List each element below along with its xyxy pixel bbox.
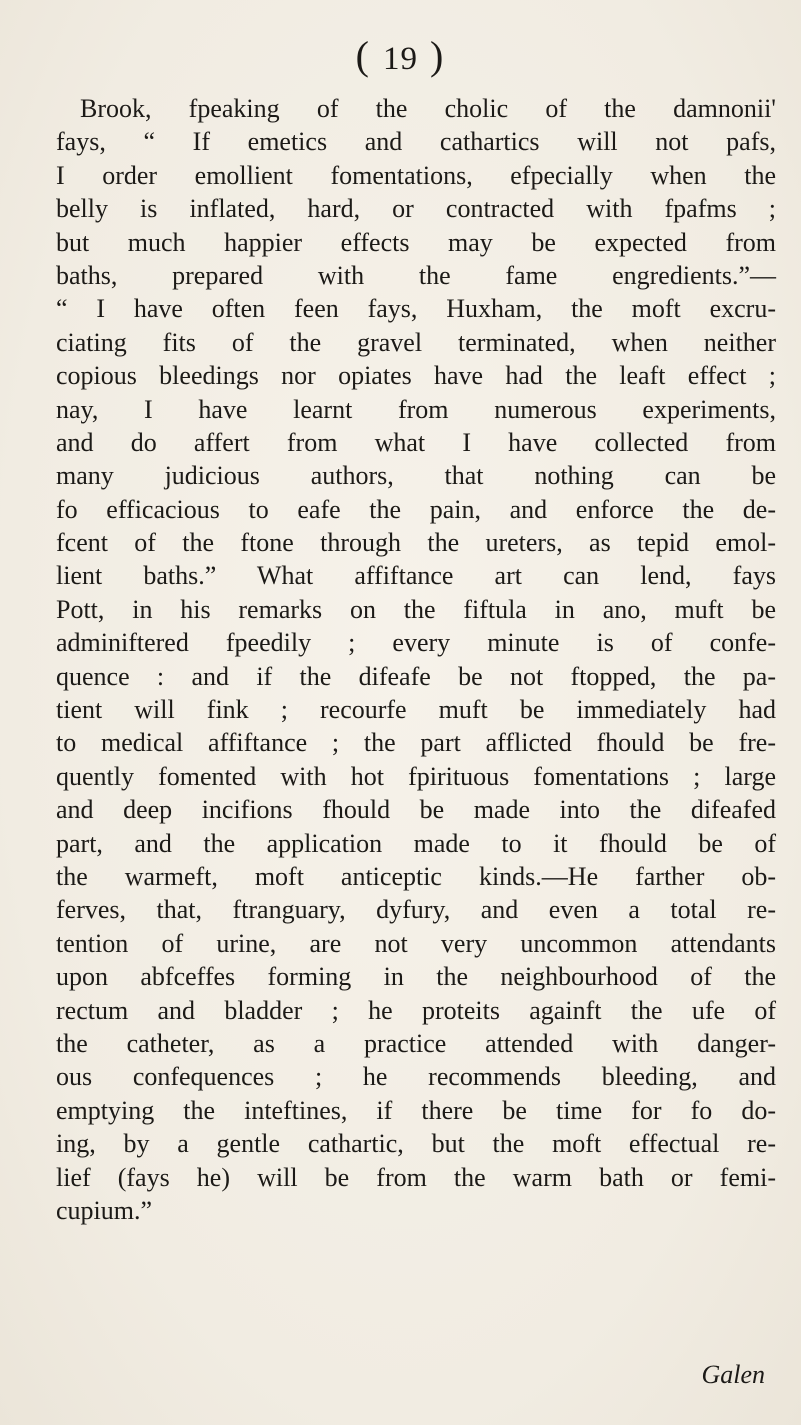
- text-line: fays, “ If emetics and cathartics will not pafs,: [56, 127, 776, 157]
- text-line: emptying the inteftines, if there be time for fo do-: [56, 1095, 776, 1125]
- text-line: ferves, that, ftranguary, dyfury, and even a total re-: [56, 895, 776, 925]
- text-line: the warmeft, moft anticeptic kinds.—He farther ob-: [56, 861, 776, 891]
- text-line: Brook, fpeaking of the cholic of the damnonii': [80, 94, 776, 123]
- text-line: adminiftered fpeedily ; every minute is of confe-: [56, 628, 776, 658]
- text-line: baths, prepared with the fame engredients.”—: [56, 260, 776, 290]
- text-line: copious bleedings nor opiates have had the leaft effect ;: [56, 361, 776, 391]
- page-number: 19: [383, 41, 418, 77]
- text-line: fo efficacious to eafe the pain, and enforce the de-: [56, 494, 776, 524]
- text-line: tention of urine, are not very uncommon attendants: [56, 928, 776, 958]
- text-line: the catheter, as a practice attended with danger-: [56, 1028, 776, 1058]
- text-line: and do affert from what I have collected from: [56, 427, 776, 457]
- paren-close: ): [430, 33, 446, 78]
- text-line: many judicious authors, that nothing can be: [56, 461, 776, 491]
- text-line: Pott, in his remarks on the fiftula in ano, muft be: [56, 594, 776, 624]
- text-line: fcent of the ftone through the ureters, as tepid emol-: [56, 528, 776, 558]
- text-line: ous confequences ; he recommends bleeding, and: [56, 1062, 776, 1092]
- text-line: but much happier effects may be expected from: [56, 227, 776, 257]
- text-line: ing, by a gentle cathartic, but the moft effectual re-: [56, 1129, 776, 1159]
- catchword: Galen: [701, 1360, 765, 1389]
- text-line: belly is inflated, hard, or contracted with fpafms ;: [56, 194, 776, 224]
- text-line: quence : and if the difeafe be not ftopped, the pa-: [56, 661, 776, 691]
- text-line: rectum and bladder ; he proteits againft the ufe of: [56, 995, 776, 1025]
- text-line: lient baths.” What affiftance art can lend, fays: [56, 561, 776, 591]
- page-number-header: [0, 32, 801, 79]
- text-line: upon abfceffes forming in the neighbourhood of the: [56, 962, 776, 992]
- text-line: quently fomented with hot fpirituous fomentations ; large: [56, 761, 776, 791]
- text-line: cupium.”: [56, 1195, 153, 1225]
- text-line: ciating fits of the gravel terminated, when neither: [56, 327, 776, 357]
- text-line: and deep incifions fhould be made into the difeafed: [56, 795, 776, 825]
- text-line: I order emollient fomentations, efpecially when the: [56, 160, 776, 190]
- text-line: “ I have often feen fays, Huxham, the moft excru-: [56, 294, 776, 324]
- text-line: tient will fink ; recourfe muft be immediately had: [56, 695, 776, 725]
- text-line: part, and the application made to it fhould be of: [56, 828, 776, 858]
- text-line: to medical affiftance ; the part afflicted fhould be fre-: [56, 728, 776, 758]
- body-text: [56, 92, 776, 1227]
- paren-open: (: [355, 33, 371, 78]
- text-line: nay, I have learnt from numerous experiments,: [56, 394, 776, 424]
- text-line: lief (fays he) will be from the warm bath or femi-: [56, 1162, 776, 1192]
